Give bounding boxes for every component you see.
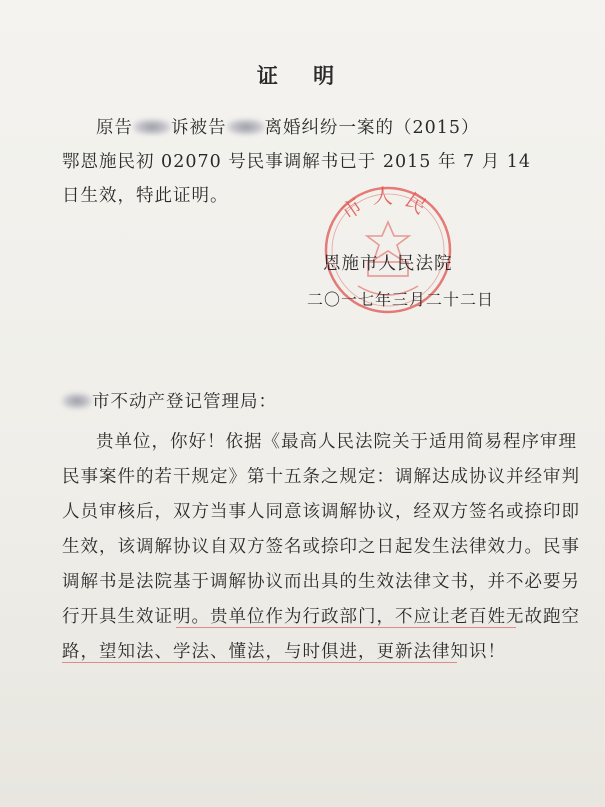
cert-text: 诉被告 xyxy=(171,118,227,138)
addressee: 市不动产登记管理局： xyxy=(92,392,277,412)
highlight-underline xyxy=(176,627,516,628)
svg-text:市人民 xyxy=(337,184,440,224)
document-title: 证 明 xyxy=(256,63,349,88)
redacted-name xyxy=(133,119,171,135)
court-name: 恩施市人民法院 xyxy=(323,254,453,274)
letter-line: 行开具生效证明。贵单位作为行政部门，不应让老百姓无故跑空 xyxy=(62,607,580,627)
letter-line: 贵单位，你好！依据《最高人民法院关于适用简易程序审理 xyxy=(96,432,577,452)
redacted-city xyxy=(62,393,92,409)
letter-line: 生效，该调解协议自双方签名或捺印之日起发生法律效力。民事 xyxy=(62,537,580,557)
seal-text: 市人民 xyxy=(336,184,440,225)
letter-line: 民事案件的若干规定》第十五条之规定：调解达成协议并经审判 xyxy=(62,467,580,487)
cert-text: 原告 xyxy=(96,118,133,138)
cert-text: 离婚纠纷一案的（2015） xyxy=(264,118,480,138)
letter-line: 调解书是法院基于调解协议而出具的生效法律文书，并不必要另 xyxy=(62,572,580,592)
highlight-underline xyxy=(62,662,457,663)
cert-line-1 xyxy=(96,114,480,139)
cert-line-2: 鄂恩施民初 02070 号民事调解书已于 2015 年 7 月 14 xyxy=(62,152,532,172)
letter-line: 人员审核后，双方当事人同意该调解协议，经双方签名或捺印即 xyxy=(62,502,580,522)
letter-addressee-line xyxy=(62,388,277,413)
issue-date: 二〇一七年三月二十二日 xyxy=(307,290,495,309)
letter-line: 路，望知法、学法、懂法，与时俱进，更新法律知识！ xyxy=(62,642,506,662)
cert-line-3: 日生效，特此证明。 xyxy=(62,186,229,206)
redacted-name xyxy=(227,119,265,135)
